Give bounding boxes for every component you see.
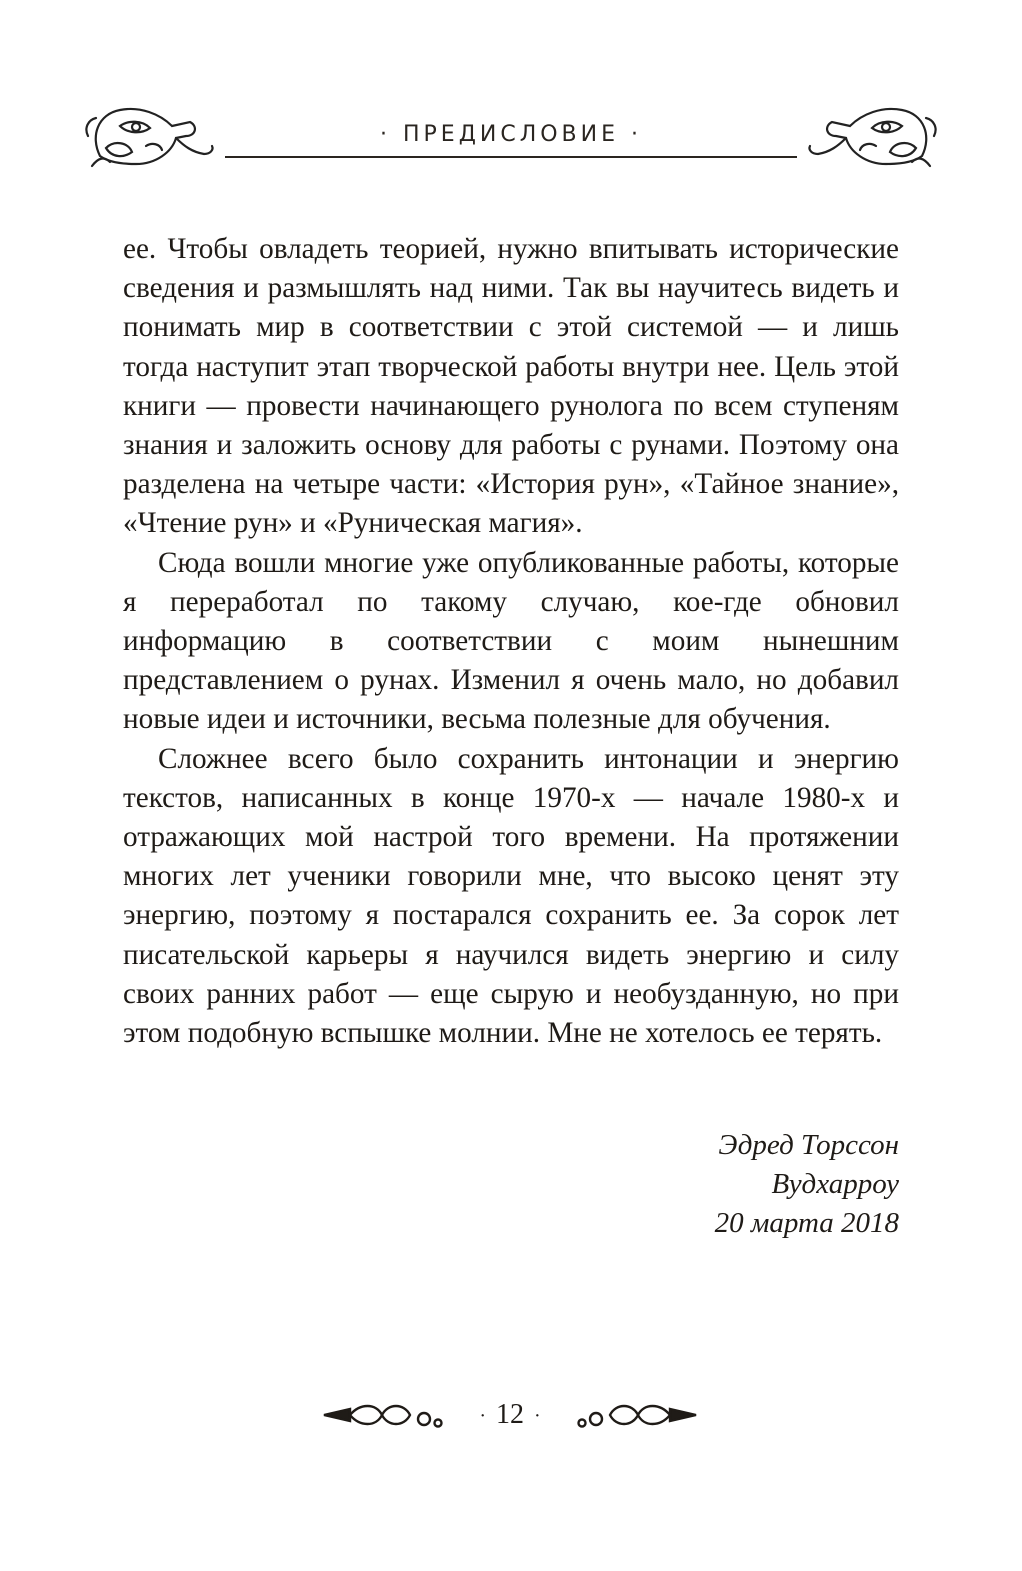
body-text — [123, 230, 899, 1053]
signature-block — [715, 1126, 899, 1243]
page-dot-left: · — [479, 1405, 486, 1428]
title-dot-left: · — [379, 122, 391, 147]
norse-beast-head-icon — [802, 96, 942, 176]
header-title: ПРЕДИСЛОВИЕ — [402, 122, 620, 147]
page-dot-right: · — [534, 1405, 541, 1428]
page-number — [450, 1399, 570, 1431]
header-rule — [225, 156, 797, 158]
paragraph-3: Сложнее всего было сохранить интонации и энергию текстов, написанных в конце 1970-х — начале 1980-х и отражающих мой настрой того времени. На протяжении многих лет ученики говорили мне, что высоко ценят эту энергию, поэтому я постарался сохранить ее. За сорок лет писательской карьеры я научился видеть энергию и силу своих ранних работ — еще сырую и необузданную, но при этом подобную вспышке молнии. Мне не хотелось ее терять. — [123, 742, 899, 1050]
paragraph-2: Сюда вошли многие уже опубликованные работы, которые я переработал по такому случаю, кое-где обновил информацию в соответствии с моим нынешним представлением о рунах. Изменил я очень мало, но добавил новые идеи и источники, весьма полезные для обучения. — [123, 546, 899, 736]
title-dot-right: · — [631, 122, 643, 147]
knot-scroll-icon — [320, 1397, 450, 1433]
signature-author: Эдред Торссон — [718, 1129, 899, 1161]
knot-scroll-icon — [570, 1397, 700, 1433]
page-number-value: 12 — [496, 1399, 524, 1430]
running-header — [80, 96, 942, 176]
paragraph-1: ее. Чтобы овладеть теорией, нужно впитывать исторические сведения и размышлять над ними. Так вы научитесь видеть и понимать мир в соответствии с этой системой — и лишь тогда наступит этап творческой работы внутри нее. Цель этой книги — провести начинающего рунолога по всем ступеням знания и заложить основу для работы с рунами. Поэтому она разделена на четыре части: «История рун», «Тайное знание», «Чтение рун» и «Руническая магия». — [123, 233, 899, 540]
page-footer — [320, 1395, 700, 1435]
signature-date: 20 марта 2018 — [714, 1207, 899, 1239]
signature-place: Вудхарроу — [771, 1168, 899, 1200]
